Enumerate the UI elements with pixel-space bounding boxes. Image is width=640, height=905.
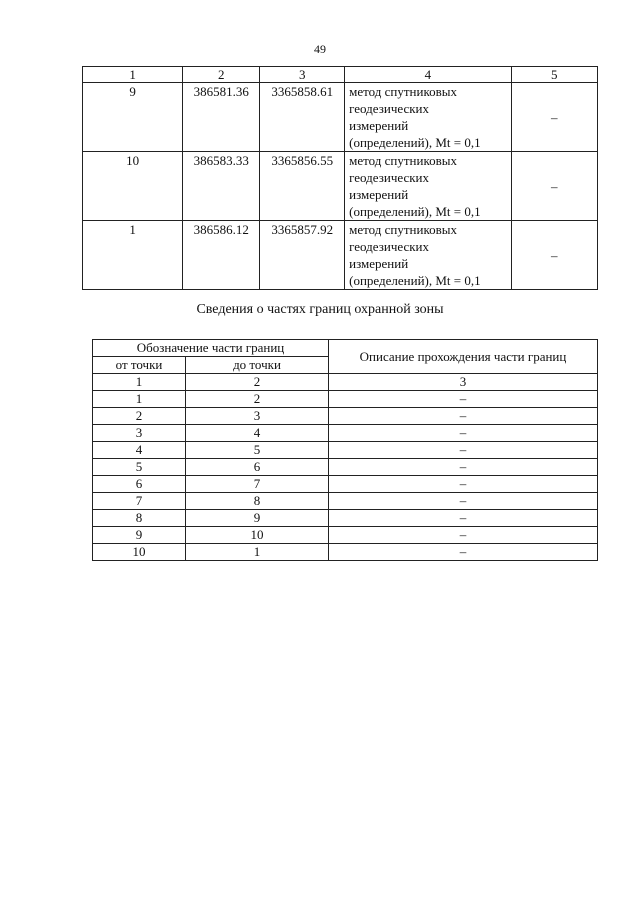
from-point-cell: 7 bbox=[93, 493, 186, 510]
description-cell: – bbox=[329, 544, 598, 561]
to-point-cell: 6 bbox=[186, 459, 329, 476]
description-cell: – bbox=[329, 510, 598, 527]
from-point-cell: 10 bbox=[93, 544, 186, 561]
to-point-cell: 5 bbox=[186, 442, 329, 459]
from-point-header: от точки bbox=[93, 357, 186, 374]
table-row bbox=[93, 459, 598, 476]
method-line: (определений), Mt = 0,1 bbox=[349, 135, 481, 150]
description-cell: – bbox=[329, 425, 598, 442]
method-line: измерений bbox=[349, 118, 409, 133]
to-point-cell: 2 bbox=[186, 391, 329, 408]
method-line: геодезических bbox=[349, 101, 429, 116]
coordinates-table-header-row bbox=[83, 67, 598, 83]
description-header: Описание прохождения части границ bbox=[329, 340, 598, 374]
description-cell: – bbox=[329, 493, 598, 510]
boundary-part-header: Обозначение части границ bbox=[93, 340, 329, 357]
description-cell: – bbox=[329, 476, 598, 493]
description-cell: – bbox=[329, 391, 598, 408]
note-cell: – bbox=[511, 221, 597, 290]
column-number-1: 1 bbox=[93, 374, 186, 391]
method-line: метод спутниковых bbox=[349, 222, 457, 237]
table-row bbox=[83, 83, 598, 152]
x-coordinate-cell: 386581.36 bbox=[183, 83, 260, 152]
from-point-cell: 8 bbox=[93, 510, 186, 527]
table-row bbox=[83, 221, 598, 290]
method-line: метод спутниковых bbox=[349, 153, 457, 168]
to-point-cell: 3 bbox=[186, 408, 329, 425]
column-number-2: 2 bbox=[183, 67, 260, 83]
point-cell: 1 bbox=[83, 221, 183, 290]
from-point-cell: 3 bbox=[93, 425, 186, 442]
note-cell: – bbox=[511, 83, 597, 152]
table-row bbox=[93, 476, 598, 493]
table-row bbox=[93, 425, 598, 442]
boundary-table-header-row bbox=[93, 340, 598, 357]
table-row bbox=[93, 544, 598, 561]
to-point-cell: 9 bbox=[186, 510, 329, 527]
note-cell: – bbox=[511, 152, 597, 221]
method-line: измерений bbox=[349, 256, 409, 271]
description-cell: – bbox=[329, 408, 598, 425]
table-row bbox=[93, 527, 598, 544]
to-point-cell: 4 bbox=[186, 425, 329, 442]
table-row bbox=[93, 510, 598, 527]
table-row bbox=[93, 493, 598, 510]
section-caption: Сведения о частях границ охранной зоны bbox=[196, 302, 444, 317]
point-cell: 10 bbox=[83, 152, 183, 221]
table-row bbox=[83, 152, 598, 221]
table-row bbox=[93, 391, 598, 408]
table-row bbox=[93, 408, 598, 425]
description-cell: – bbox=[329, 442, 598, 459]
y-coordinate-cell: 3365857.92 bbox=[260, 221, 345, 290]
method-cell bbox=[345, 152, 511, 221]
table-row bbox=[93, 442, 598, 459]
from-point-cell: 1 bbox=[93, 391, 186, 408]
method-cell bbox=[345, 83, 511, 152]
boundary-parts-table bbox=[92, 339, 598, 561]
method-line: геодезических bbox=[349, 170, 429, 185]
method-line: (определений), Mt = 0,1 bbox=[349, 204, 481, 219]
method-line: метод спутниковых bbox=[349, 84, 457, 99]
column-number-1: 1 bbox=[83, 67, 183, 83]
to-point-header: до точки bbox=[186, 357, 329, 374]
from-point-cell: 9 bbox=[93, 527, 186, 544]
description-cell: – bbox=[329, 459, 598, 476]
from-point-cell: 6 bbox=[93, 476, 186, 493]
to-point-cell: 10 bbox=[186, 527, 329, 544]
column-number-3: 3 bbox=[329, 374, 598, 391]
y-coordinate-cell: 3365856.55 bbox=[260, 152, 345, 221]
column-number-3: 3 bbox=[260, 67, 345, 83]
from-point-cell: 2 bbox=[93, 408, 186, 425]
description-cell: – bbox=[329, 527, 598, 544]
point-cell: 9 bbox=[83, 83, 183, 152]
method-line: геодезических bbox=[349, 239, 429, 254]
column-number-2: 2 bbox=[186, 374, 329, 391]
x-coordinate-cell: 386586.12 bbox=[183, 221, 260, 290]
x-coordinate-cell: 386583.33 bbox=[183, 152, 260, 221]
from-point-cell: 5 bbox=[93, 459, 186, 476]
method-cell bbox=[345, 221, 511, 290]
to-point-cell: 1 bbox=[186, 544, 329, 561]
to-point-cell: 8 bbox=[186, 493, 329, 510]
page-number: 49 bbox=[314, 42, 326, 56]
to-point-cell: 7 bbox=[186, 476, 329, 493]
from-point-cell: 4 bbox=[93, 442, 186, 459]
method-line: измерений bbox=[349, 187, 409, 202]
column-number-4: 4 bbox=[345, 67, 511, 83]
boundary-table-numbering-row bbox=[93, 374, 598, 391]
column-number-5: 5 bbox=[511, 67, 597, 83]
coordinates-table bbox=[82, 66, 598, 290]
y-coordinate-cell: 3365858.61 bbox=[260, 83, 345, 152]
method-line: (определений), Mt = 0,1 bbox=[349, 273, 481, 288]
